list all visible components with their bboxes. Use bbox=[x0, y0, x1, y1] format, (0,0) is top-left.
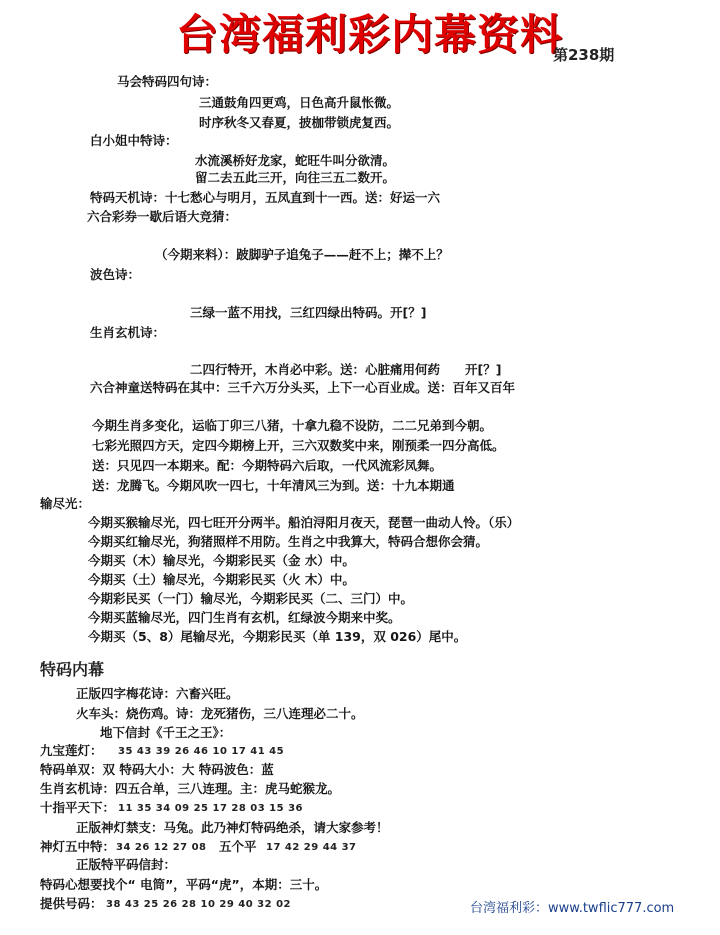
huochetou: 火车头：烧伤鸡。诗：龙死猪伤，三八连理必二十。 bbox=[76, 706, 364, 721]
xiehouyu-line: （今期来料）：跛脚驴子追兔子——赶不上；撵不上？ bbox=[155, 247, 449, 262]
baixiaojie-label: 白小姐中特诗： bbox=[90, 133, 178, 148]
shuyinguang-line: 今期买（木）输尽光，今期彩民买（金 水）中。 bbox=[88, 553, 355, 568]
neimu-heading: 特码内幕 bbox=[40, 660, 105, 679]
shengxiao-xuanji: 生肖玄机诗：四五合单，三八连理。主：虎马蛇猴龙。 bbox=[40, 781, 341, 796]
shuyinguang-line: 今期买（土）输尽光，今期彩民买（火 木）中。 bbox=[88, 572, 355, 587]
shizhi-numbers: 11 35 34 09 25 17 28 03 15 36 bbox=[118, 803, 303, 814]
forecast-line-4: 送：龙腾飞。今期风吹一四七，十年清风三为到。送：十九本期通 bbox=[92, 478, 455, 493]
bose-label: 波色诗： bbox=[90, 267, 141, 282]
shengxiao-label: 生肖玄机诗： bbox=[90, 325, 166, 340]
shuyinguang-line: 今期买猴输尽光，四七旺开分两半。船泊浔阳月夜天，琵琶一曲动人怜。（乐） bbox=[88, 515, 520, 530]
shuyinguang-label: 输尽光： bbox=[40, 496, 91, 511]
issue-number: 第238期 bbox=[553, 46, 615, 64]
forecast-line-1: 今期生肖多变化，运临丁卯三八猪，十拿九稳不设防，二二兄弟到今朝。 bbox=[92, 418, 493, 433]
forecast-line-3: 送：只见四一本期来。配：今期特码六后取，一代风流彩凤舞。 bbox=[92, 458, 443, 473]
zhengban-meihua: 正版四字梅花诗：六畜兴旺。 bbox=[76, 686, 239, 701]
wuge-ping-label: 五个平 bbox=[219, 839, 257, 854]
zhengban-teping: 正版特平码信封： bbox=[76, 857, 177, 872]
shuyinguang-line: 今期买（5、8）尾输尽光，今期彩民买（单 139，双 026）尾中。 bbox=[88, 629, 467, 644]
mahui-label: 马会特码四句诗： bbox=[117, 74, 218, 89]
jiubao-label: 九宝莲灯： bbox=[40, 743, 103, 758]
tigong-numbers: 38 43 25 26 28 10 29 40 32 02 bbox=[106, 899, 291, 910]
forecast-line-2: 七彩光照四方天，定四今期榜上开，三六双数奖中来，刚预柔一四分高低。 bbox=[92, 438, 505, 453]
baixiaojie-line-1: 水流溪桥好龙家，蛇旺牛叫分欲清。 bbox=[195, 153, 396, 168]
shizhi-label: 十指平天下： bbox=[40, 800, 116, 815]
dixia-xinfeng: 地下信封《千王之王》： bbox=[100, 725, 232, 740]
site-watermark: 台湾福利彩：www.twflic777.com bbox=[470, 901, 675, 916]
shuyinguang-line: 今期买蓝输尽光，四门生肖有玄机，红绿波今期来中奖。 bbox=[88, 610, 401, 625]
page-title: 台湾福利彩内幕资料 bbox=[176, 10, 564, 59]
shendeng-jinzhi: 正版神灯禁支：马兔。此乃神灯特码绝杀，请大家参考！ bbox=[76, 820, 389, 835]
mahui-line-1: 三通鼓角四更鸡，日色高升鼠怅微。 bbox=[199, 95, 400, 110]
xiehouyu-label: 六合彩券一歇后语大竞猜： bbox=[87, 209, 238, 224]
shengxiao-line: 二四行特开，木肖必中彩。送：心脏痛用何药 开[？] bbox=[190, 362, 502, 377]
shendeng-wuzhong-numbers: 34 26 12 27 08 bbox=[116, 842, 207, 853]
bose-line: 三绿一蓝不用找，三红四绿出特码。开[？] bbox=[190, 305, 427, 320]
baixiaojie-line-2: 留二去五此三开，向往三五二数开。 bbox=[195, 170, 396, 185]
wuge-ping-numbers: 17 42 29 44 37 bbox=[266, 842, 357, 853]
mahui-line-2: 时序秋冬又春夏，披枷带锁虎复西。 bbox=[199, 115, 400, 130]
tema-danshuang: 特码单双：双 特码大小：大 特码波色：蓝 bbox=[40, 762, 274, 777]
shendeng-wuzhong-label: 神灯五中特： bbox=[40, 839, 116, 854]
liuhe-shentong: 六合神童送特码在其中：三千六万分头买，上下一心百业成。送：百年又百年 bbox=[90, 380, 516, 395]
shuyinguang-line: 今期彩民买（一门）输尽光，今期彩民买（二、三门）中。 bbox=[88, 591, 414, 606]
jiubao-numbers: 35 43 39 26 46 10 17 41 45 bbox=[118, 746, 285, 757]
tigong-label: 提供号码： bbox=[40, 896, 103, 911]
xinxiang-line: 特码心想要找个“ 电筒”，平码“虎”，本期：三十。 bbox=[40, 877, 328, 892]
shuyinguang-line: 今期买红输尽光，狗猪照样不用防。生肖之中我算大，特码合想你会猜。 bbox=[88, 534, 489, 549]
tianji-poem: 特码天机诗：十七愁心与明月，五凤直到十一西。送：好运一六 bbox=[90, 190, 441, 205]
